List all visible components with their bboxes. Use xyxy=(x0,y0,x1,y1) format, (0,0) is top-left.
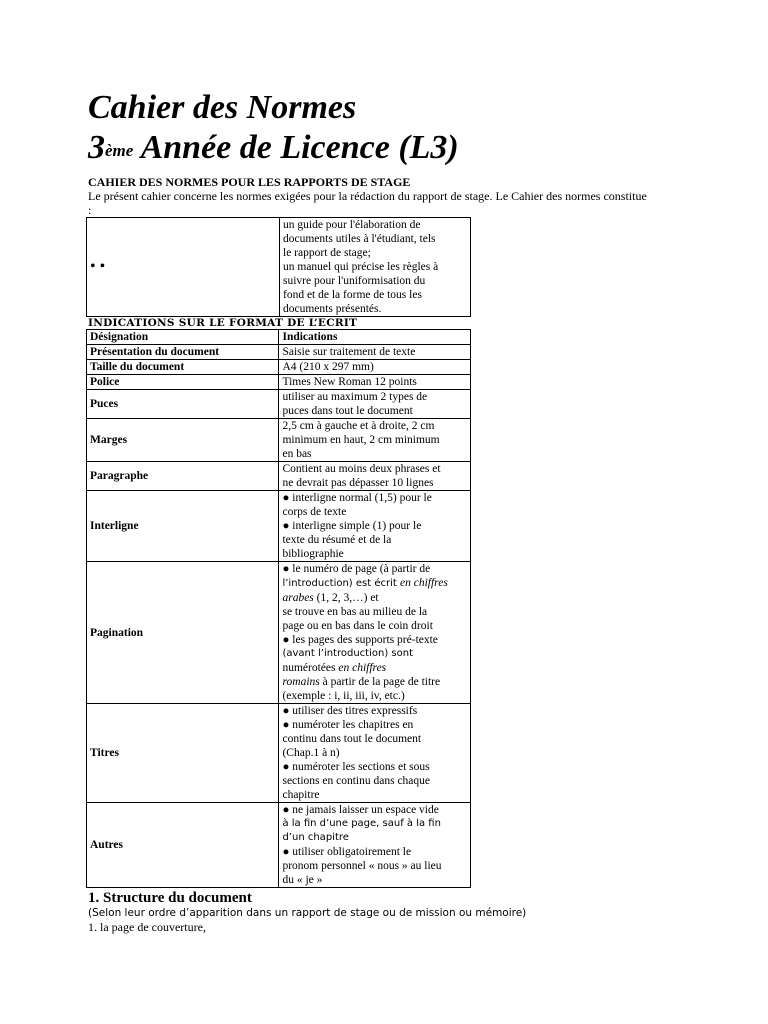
guide-line: fond et de la forme de tous les xyxy=(283,289,422,301)
row-value xyxy=(279,345,471,360)
row-line: page ou en bas dans le coin droit xyxy=(282,620,433,632)
title-year-rest: Année de Licence (L3) xyxy=(133,129,459,166)
guide-text-cell xyxy=(280,218,471,317)
row-line: chapitre xyxy=(282,789,320,801)
col-indications: Indications xyxy=(279,330,471,345)
row-line xyxy=(282,576,467,591)
row-line: 2,5 cm à gauche et à droite, 2 cm xyxy=(282,420,435,432)
row-line: ne devrait pas dépasser 10 lignes xyxy=(282,477,434,489)
title-year-suffix: ème xyxy=(105,141,134,160)
row-line: continu dans tout le document xyxy=(282,733,422,745)
row-value xyxy=(279,704,471,803)
row-line: texte du résumé et de la xyxy=(282,534,392,546)
row-line: Saisie sur traitement de texte xyxy=(282,346,416,358)
row-key: Titres xyxy=(87,704,279,803)
row-line: d’un chapitre xyxy=(282,832,349,843)
table-row xyxy=(87,562,471,704)
row-line: ● interligne simple (1) pour le xyxy=(282,520,422,532)
title-year-number: 3 xyxy=(88,129,105,166)
row-line: sections en continu dans chaque xyxy=(282,775,431,787)
table-row xyxy=(87,345,471,360)
row-key: Présentation du document xyxy=(87,345,279,360)
row-line: ● utiliser obligatoirement le xyxy=(282,846,412,858)
table-row xyxy=(87,491,471,562)
table-row xyxy=(87,704,471,803)
row-line: en bas xyxy=(282,448,312,460)
row-value xyxy=(279,803,471,888)
row-line: ● les pages des supports pré-texte xyxy=(282,634,438,646)
text-run: (1, 2, 3,…) et xyxy=(313,592,379,604)
row-line: se trouve en bas au milieu de la xyxy=(282,606,428,618)
row-line: ● numéroter les chapitres en xyxy=(282,719,414,731)
row-key: Marges xyxy=(87,419,279,462)
row-line: (avant l’introduction) sont xyxy=(282,648,413,659)
row-line: ● numéroter les sections et sous xyxy=(282,761,430,773)
intro-paragraph: Le présent cahier concerne les normes exigées pour la rédaction du rapport de stage. Le Cahier des normes constitue : xyxy=(88,189,647,217)
guide-line: suivre pour l'uniformisation du xyxy=(283,275,426,287)
row-line: A4 (210 x 297 mm) xyxy=(282,361,374,373)
row-line: corps de texte xyxy=(282,506,347,518)
row-line: ● le numéro de page (à partir de xyxy=(282,563,431,575)
row-value xyxy=(279,462,471,491)
row-value xyxy=(279,419,471,462)
table-row xyxy=(87,462,471,491)
document-page xyxy=(88,88,648,934)
guide-bullets-cell xyxy=(87,218,280,317)
row-line: minimum en haut, 2 cm minimum xyxy=(282,434,440,446)
row-line: utiliser au maximum 2 types de xyxy=(282,391,428,403)
doc-subtitle: CAHIER DES NORMES POUR LES RAPPORTS DE STAGE xyxy=(88,175,411,189)
format-heading: INDICATIONS SUR LE FORMAT DE L’ECRIT xyxy=(88,317,358,329)
col-designation: Désignation xyxy=(87,330,279,345)
table-row xyxy=(87,390,471,419)
row-line xyxy=(282,591,467,605)
row-value xyxy=(279,491,471,562)
text-run: en chiffres xyxy=(400,577,448,589)
guide-line: documents utiles à l'étudiant, tels xyxy=(283,233,436,245)
structure-heading: 1. Structure du document xyxy=(88,890,252,906)
table-row xyxy=(87,375,471,390)
row-key: Interligne xyxy=(87,491,279,562)
row-line xyxy=(282,675,467,689)
row-line xyxy=(282,661,467,675)
text-run: numérotées xyxy=(282,662,339,674)
row-key: Pagination xyxy=(87,562,279,704)
row-line: ● utiliser des titres expressifs xyxy=(282,705,418,717)
row-line: ● interligne normal (1,5) pour le xyxy=(282,492,432,504)
row-value xyxy=(279,360,471,375)
text-run: à partir de la page de titre xyxy=(319,676,441,688)
row-key: Paragraphe xyxy=(87,462,279,491)
structure-item-1: 1. la page de couverture, xyxy=(88,920,206,934)
doc-title-line2 xyxy=(88,128,648,173)
row-value xyxy=(279,375,471,390)
guide-table xyxy=(86,217,471,317)
bullet-icons: • • xyxy=(90,257,106,275)
guide-line: un guide pour l'élaboration de xyxy=(283,219,421,231)
row-line: du « je » xyxy=(282,874,323,886)
row-line: ● ne jamais laisser un espace vide xyxy=(282,804,439,816)
row-value xyxy=(279,390,471,419)
guide-line: documents présentés. xyxy=(283,303,382,315)
row-key: Puces xyxy=(87,390,279,419)
text-run: arabes xyxy=(282,592,314,604)
text-run: romains xyxy=(282,676,320,688)
doc-title-line1: Cahier des Normes xyxy=(88,89,357,126)
row-value xyxy=(279,562,471,704)
table-header-row xyxy=(87,330,471,345)
format-table xyxy=(86,329,471,888)
row-line: pronom personnel « nous » au lieu xyxy=(282,860,442,872)
row-line: à la fin d’une page, sauf à la fin xyxy=(282,818,441,829)
guide-line: un manuel qui précise les règles à xyxy=(283,261,439,273)
row-line: (exemple : i, ii, iii, iv, etc.) xyxy=(282,690,405,702)
row-key: Autres xyxy=(87,803,279,888)
structure-note: (Selon leur ordre d’apparition dans un rapport de stage ou de mission ou mémoire) xyxy=(88,907,527,919)
guide-line: le rapport de stage; xyxy=(283,247,371,259)
row-key: Taille du document xyxy=(87,360,279,375)
text-run: l’introduction) est écrit xyxy=(282,578,400,589)
table-row xyxy=(87,360,471,375)
row-key: Police xyxy=(87,375,279,390)
row-line: bibliographie xyxy=(282,548,344,560)
row-line: Times New Roman 12 points xyxy=(282,376,417,388)
row-line: Contient au moins deux phrases et xyxy=(282,463,441,475)
row-line: puces dans tout le document xyxy=(282,405,413,417)
table-row xyxy=(87,803,471,888)
row-line: (Chap.1 à n) xyxy=(282,747,340,759)
table-row xyxy=(87,419,471,462)
text-run: en chiffres xyxy=(338,662,387,674)
